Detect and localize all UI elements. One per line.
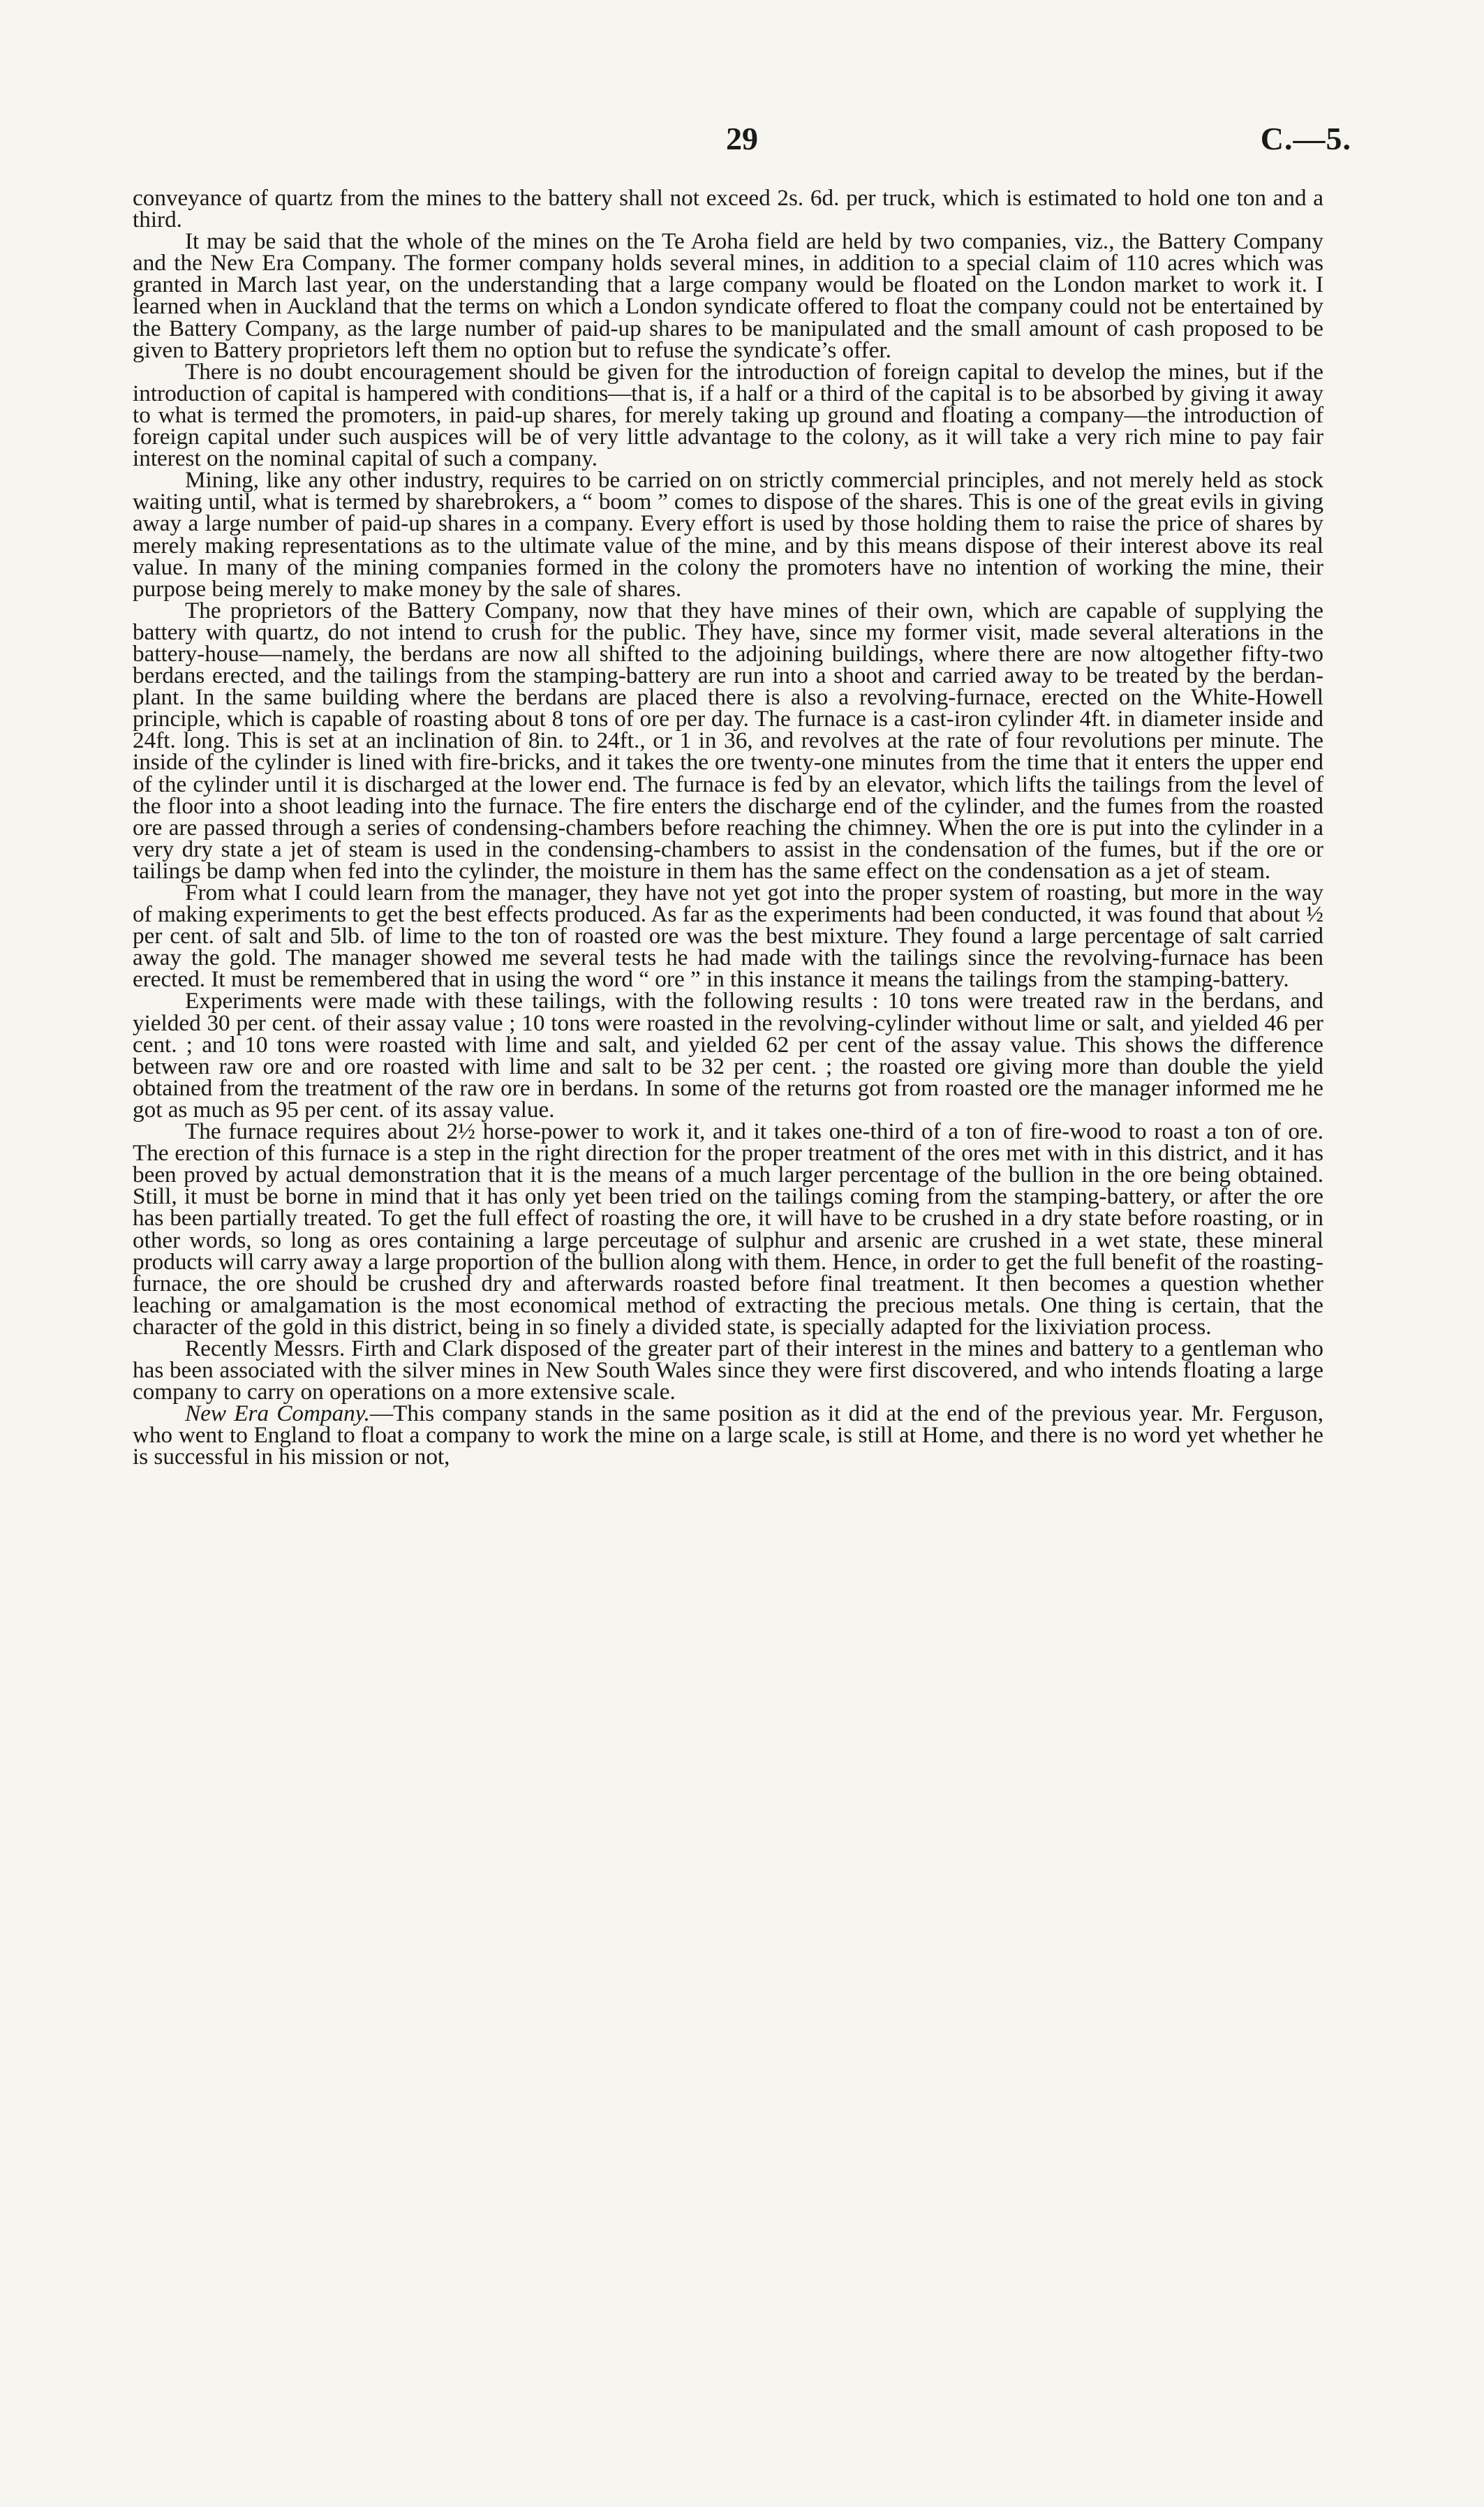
body-text — [133, 187, 1323, 1468]
new-era-text: —This company stands in the same position as it did at the end of the previous year. Mr. Ferguson, who went to England to float a company to work the mine on a large scale, is still at Home, and there is no word yet whether he is successful in his mission or not, — [133, 1400, 1323, 1470]
paragraph-foreign-capital: There is no doubt encouragement should be given for the introduction of foreign capital to develop the mines, but if the introduction of capital is hampered with conditions—that is, if a half or a third of the capital is to be absorbed by giving it away to what is termed the promoters, in paid-up shares, for merely taking up ground and floating a company—the introduction of foreign capital under such auspices will be of very little advantage to the colony, as it will take a very rich mine to pay fair interest on the nominal capital of such a company. — [133, 358, 1323, 472]
paragraph-firth-clark: Recently Messrs. Firth and Clark disposed of the greater part of their interest in the mines and battery to a gentleman who has been associated with the silver mines in New South Wales since they were first discovered, and who intends floating a large company to carry on operations on a more extensive scale. — [133, 1335, 1323, 1405]
paragraph-te-aroha-companies: It may be said that the whole of the mines on the Te Aroha field are held by two companies, viz., the Battery Company and the New Era Company. The former company holds several mines, in addition to a special claim of 110 acres which was granted in March last year, on the understanding that a large company would be floated on the London market to work it. I learned when in Auckland that the terms on which a London syndicate offered to float the company could not be entertained by the Battery Company, as the large number of paid-up shares to be manipulated and the small amount of cash proposed to be given to Battery proprietors left them no option but to refuse the syndicate’s offer. — [133, 228, 1323, 363]
new-era-heading: New Era Company. — [185, 1400, 370, 1427]
page-number: 29 — [726, 121, 758, 156]
paragraph-experiments: Experiments were made with these tailings, with the following results : 10 tons were treated raw in the berdans, and yielded 30 per cent. of their assay value ; 10 tons were roasted in the revolving-cylinder without lime or salt, and yielded 46 per cent. ; and 10 tons were roasted with lime and salt, and yielded 62 per cent of the assay value. This shows the difference between raw ore and ore roasted with lime and salt to be 32 per cent. ; the roasted ore giving more than double the yield obtained from the treatment of the raw ore in berdans. In some of the returns got from roasted ore the manager informed me he got as much as 95 per cent. of its assay value. — [133, 988, 1323, 1123]
paragraph-battery-company: The proprietors of the Battery Company, now that they have mines of their own, which are capable of supplying the battery with quartz, do not intend to crush for the public. They have, since my former visit, made several alterations in the battery-house—namely, the berdans are now all shifted to the adjoining buildings, where there are now altogether fifty-two berdans erected, and the tailings from the stamping-battery are run into a shoot and carried away to be treated by the berdan-plant. In the same building where the berdans are placed there is also a revolving-furnace, erected on the White-Howell principle, which is capable of roasting about 8 tons of ore per day. The furnace is a cast-iron cylinder 4ft. in diameter inside and 24ft. long. This is set at an inclination of 8in. to 24ft., or 1 in 36, and revolves at the rate of four revolutions per minute. The inside of the cylinder is lined with fire-bricks, and it takes the ore twenty-one minutes from the time that it enters the upper end of the cylinder until it is discharged at the lower end. The furnace is fed by an elevator, which lifts the tailings from the level of the floor into a shoot leading into the furnace. The fire enters the discharge end of the cylinder, and the fumes from the roasted ore are passed through a series of condensing-chambers before reaching the chimney. When the ore is put into the cylinder in a very dry state a jet of steam is used in the condensing-chambers to assist in the condensation of the fumes, but if the ore or tailings be damp when fed into the cylinder, the moisture in them has the same effect on the condensation as a jet of steam. — [133, 597, 1323, 884]
paragraph-commercial-principles: Mining, like any other industry, requires to be carried on on strictly commercial principles, and not merely held as stock waiting until, what is termed by sharebrokers, a “ boom ” comes to dispose of the shares. This is one of the great evils in giving away a large number of paid-up shares in a company. Every effort is used by those holding them to raise the price of shares by merely making representations as to the ultimate value of the mine, and by this means dispose of their interest above its real value. In many of the mining companies formed in the colony the promoters have no intention of working the mine, their purpose being merely to make money by the sale of shares. — [133, 467, 1323, 602]
paragraph-continuation: conveyance of quartz from the mines to the battery shall not exceed 2s. 6d. per truck, which is estimated to hold one ton and a third. — [133, 185, 1323, 233]
paragraph-roasting-system: From what I could learn from the manager, they have not yet got into the proper system of roasting, but more in the way of making experiments to get the best effects produced. As far as the experiments had been conducted, it was found that about ½ per cent. of salt and 5lb. of lime to the ton of roasted ore was the best mixture. They found a large percentage of salt carried away the gold. The manager showed me several tests he had made with the tailings since the revolving-furnace has been erected. It must be remembered that in using the word “ ore ” in this instance it means the tailings from the stamping-battery. — [133, 880, 1323, 993]
paragraph-new-era-company — [133, 1400, 1323, 1470]
page-header — [133, 120, 1351, 169]
paragraph-furnace: The furnace requires about 2½ horse-power to work it, and it takes one-third of a ton of fire-wood to roast a ton of ore. The erection of this furnace is a step in the right direction for the proper treatment of the ores met with in this district, and it has been proved by actual demonstration that it is the means of a much larger percentage of the bullion in the ore being obtained. Still, it must be borne in mind that it has only yet been tried on the tailings coming from the stamping-battery, or after the ore has been partially treated. To get the full effect of roasting the ore, it will have to be crushed in a dry state before roasting, or in other words, so long as ores containing a large perceutage of sulphur and arsenic are crushed in a wet state, these mineral products will carry away a large proportion of the bullion along with them. Hence, in order to get the full benefit of the roasting-furnace, the ore should be crushed dry and afterwards roasted before final treatment. It then becomes a question whether leaching or amalgamation is the most economical method of extracting the precious metals. One thing is certain, that the character of the gold in this district, being in so finely a divided state, is specially adapted for the lixiviation process. — [133, 1118, 1323, 1340]
document-reference: C.—5. — [1260, 121, 1351, 156]
